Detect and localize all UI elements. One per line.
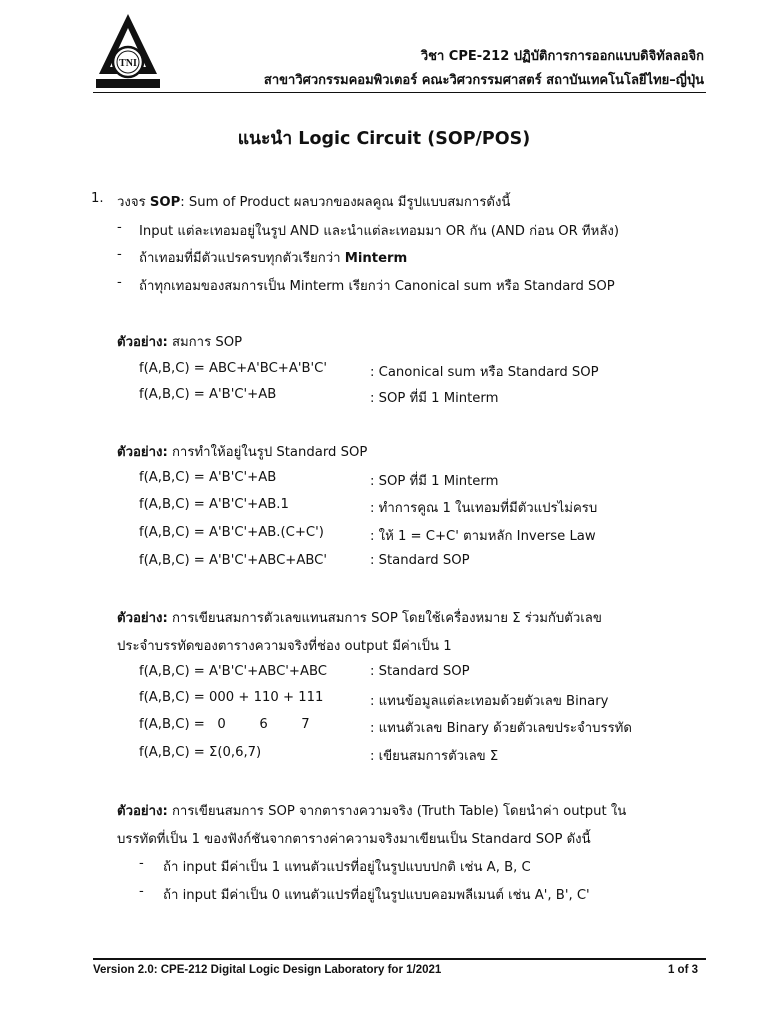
example-description: การทำให้อยู่ในรูป Standard SOP — [167, 445, 368, 460]
example-description-cont: ประจำบรรทัดของตารางความจริงที่ช่อง output มีค่าเป็น 1 — [117, 639, 452, 654]
example-description-cont: บรรทัดที่เป็น 1 ของฟังก์ชันจากตารางค่าความจริงมาเขียนเป็น Standard SOP ดังนี้ — [117, 832, 591, 847]
footer-divider — [93, 958, 706, 960]
bullet-text: ถ้าทุกเทอมของสมการเป็น Minterm เรียกว่า Canonical sum หรือ Standard SOP — [139, 279, 615, 294]
equation-note: : SOP ที่มี 1 Minterm — [370, 474, 499, 489]
bullet-text — [139, 247, 407, 268]
bullet-dash: - — [117, 247, 122, 262]
section-number: 1. — [91, 191, 104, 206]
equation-note: : Standard SOP — [370, 664, 470, 679]
example-description: การเขียนสมการตัวเลขแทนสมการ SOP โดยใช้เครื่องหมาย Σ ร่วมกับตัวเลข — [167, 611, 602, 626]
bullet-dash: - — [139, 884, 144, 899]
equation: f(A,B,C) = A'B'C'+AB — [139, 387, 277, 402]
bullet-text-part: ถ้าเทอมที่มีตัวแปรครบทุกตัวเรียกว่า — [139, 251, 345, 266]
bullet-text: ถ้า input มีค่าเป็น 1 แทนตัวแปรที่อยู่ในรูปแบบปกติ เช่น A, B, C — [163, 860, 531, 875]
equation: f(A,B,C) = A'B'C'+AB — [139, 470, 277, 485]
equation-note: : แทนข้อมูลแต่ละเทอมด้วยตัวเลข Binary — [370, 694, 609, 709]
bullet-dash: - — [139, 856, 144, 871]
example-heading — [117, 441, 367, 462]
equation: f(A,B,C) = A'B'C'+AB.(C+C') — [139, 525, 324, 540]
example-heading — [117, 607, 602, 628]
equation: f(A,B,C) = 0 6 7 — [139, 717, 310, 732]
example-label: ตัวอย่าง: — [117, 611, 168, 626]
equation-note: : เขียนสมการตัวเลข Σ — [370, 749, 499, 764]
intro-text: วงจร — [117, 195, 150, 210]
equation-note: : แทนตัวเลข Binary ด้วยตัวเลขประจำบรรทัด — [370, 721, 632, 736]
equation: f(A,B,C) = A'B'C'+ABC'+ABC — [139, 664, 327, 679]
equation: f(A,B,C) = 000 + 110 + 111 — [139, 690, 324, 705]
example-description: สมการ SOP — [167, 335, 243, 350]
equation: f(A,B,C) = Σ(0,6,7) — [139, 745, 262, 760]
section-intro — [117, 191, 510, 212]
footer-version: Version 2.0: CPE-212 Digital Logic Design Laboratory for 1/2021 — [93, 964, 442, 976]
tni-logo — [96, 12, 160, 92]
example-heading — [117, 800, 626, 821]
example-description: การเขียนสมการ SOP จากตารางความจริง (Truth Table) โดยนำค่า output ใน — [167, 804, 627, 819]
example-label: ตัวอย่าง: — [117, 804, 168, 819]
page-number: 1 of 3 — [667, 964, 698, 976]
intro-text-rest: : Sum of Product ผลบวกของผลคูณ มีรูปแบบสมการดังนี้ — [180, 195, 511, 210]
example-label: ตัวอย่าง: — [117, 445, 168, 460]
example-heading — [117, 331, 242, 352]
page-title: แนะนำ Logic Circuit (SOP/POS) — [237, 129, 531, 149]
bullet-dash: - — [117, 275, 122, 290]
bullet-text: ถ้า input มีค่าเป็น 0 แทนตัวแปรที่อยู่ในรูปแบบคอมพลีเมนต์ เช่น A', B', C' — [163, 888, 590, 903]
equation-note: : Canonical sum หรือ Standard SOP — [370, 365, 599, 380]
course-title: วิชา CPE-212 ปฏิบัติการการออกแบบดิจิทัลลอจิก — [420, 49, 704, 64]
equation-note: : SOP ที่มี 1 Minterm — [370, 391, 499, 406]
equation: f(A,B,C) = A'B'C'+AB.1 — [139, 497, 289, 512]
bullet-keyword: Minterm — [344, 251, 408, 266]
equation: f(A,B,C) = A'B'C'+ABC+ABC' — [139, 553, 327, 568]
example-label: ตัวอย่าง: — [117, 335, 168, 350]
bullet-text: Input แต่ละเทอมอยู่ในรูป AND และนำแต่ละเทอมมา OR กัน (AND ก่อน OR ทีหลัง) — [139, 224, 619, 239]
equation: f(A,B,C) = ABC+A'BC+A'B'C' — [139, 361, 327, 376]
equation-note: : ให้ 1 = C+C' ตามหลัก Inverse Law — [370, 529, 596, 544]
intro-keyword: SOP — [149, 195, 181, 210]
svg-text:TNI: TNI — [119, 58, 137, 69]
institute-name: สาขาวิศวกรรมคอมพิวเตอร์ คณะวิศวกรรมศาสตร์ สถาบันเทคโนโลยีไทย–ญี่ปุ่น — [263, 73, 704, 88]
bullet-dash: - — [117, 220, 122, 235]
equation-note: : Standard SOP — [370, 553, 470, 568]
header-divider — [93, 92, 706, 93]
equation-note: : ทำการคูณ 1 ในเทอมที่มีตัวแปรไม่ครบ — [370, 501, 598, 516]
